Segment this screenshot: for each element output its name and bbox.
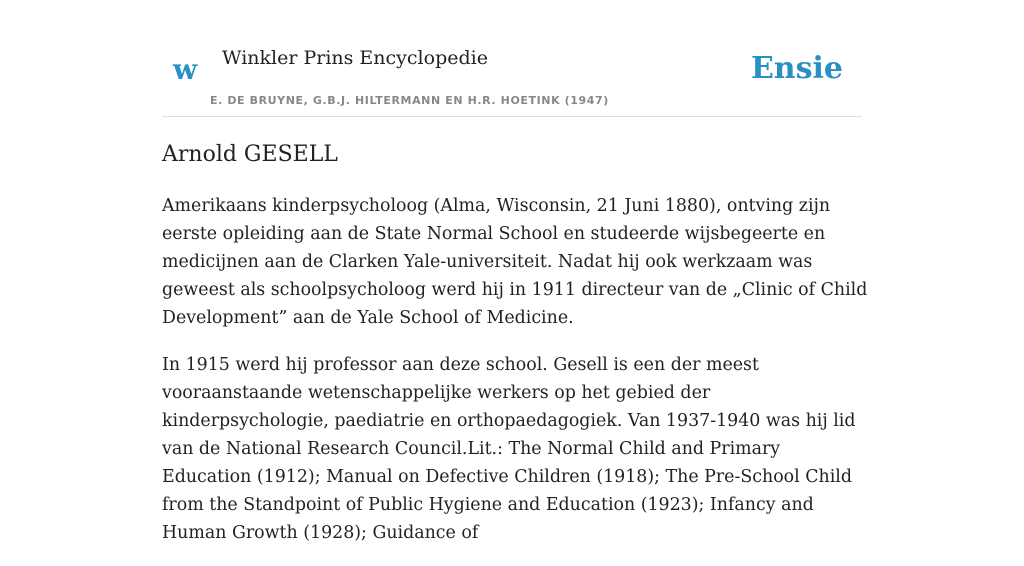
article-paragraph: Amerikaans kinderpsycholoog (Alma, Wisconsin, 21 Juni 1880), ontving zijn eerste opleiding aan de State Normal School en studeerde wijsbegeerte en medicijnen aan de Clarken Yale-universiteit. Nadat hij ook werkzaam was geweest als schoolpsycholoog werd hij in 1911 directeur van de „Clinic of Child Development” aan de Yale School of Medicine. [162,196,868,328]
site-logo[interactable]: w [173,53,198,86]
article-paragraph: In 1915 werd hij professor aan deze school. Gesell is een der meest vooraanstaande wetenschappelijke werkers op het gebied der kinderpsychologie, paediatrie en orthopaedagogiek. Van 1937-1940 was hij lid van de National Research Council.Lit.: The Normal Child and Primary Education (1912); Manual on Defective Children (1918); The Pre-School Child from the Standpoint of Public Hygiene and Education (1923); Infancy and Human Growth (1928); Guidance of [162,355,856,543]
site-header [162,0,862,117]
brand-logo[interactable]: Ensie [750,51,843,86]
site-title[interactable]: Winkler Prins Encyclopedie [222,47,488,69]
article-title: Arnold GESELL [162,142,338,167]
article-body [162,192,868,566]
authors-line: E. DE BRUYNE, G.B.J. HILTERMANN EN H.R. HOETINK (1947) [210,94,609,107]
